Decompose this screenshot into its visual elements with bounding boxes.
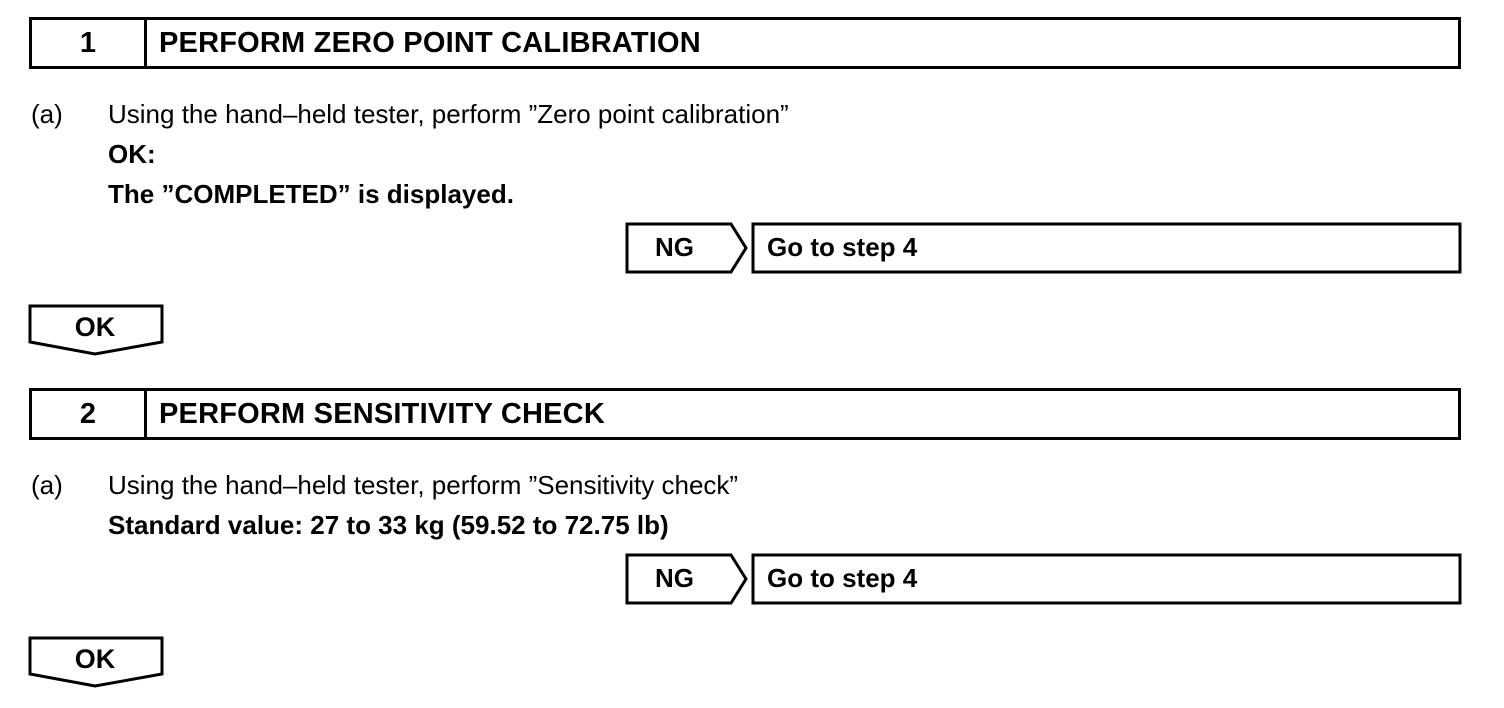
spec-label: OK: [108, 139, 156, 169]
ok-branch-marker [28, 304, 166, 356]
ng-label: NG [655, 563, 694, 593]
step-number: 1 [32, 20, 147, 66]
ng-branch-frame [625, 553, 1462, 605]
ok-label: OK [74, 312, 116, 342]
step-1-header [29, 17, 1461, 69]
ng-result-text: Go to step 4 [767, 232, 918, 262]
step-title: PERFORM SENSITIVITY CHECK [159, 397, 605, 430]
ng-branch-box [625, 222, 1462, 274]
ng-branch-box [625, 553, 1462, 605]
item-marker: (a) [31, 470, 63, 500]
ok-branch-marker [28, 636, 166, 688]
item-marker: (a) [31, 99, 63, 129]
spec-value: The ”COMPLETED” is displayed. [108, 179, 514, 209]
ng-label: NG [655, 232, 694, 262]
step-2-header [29, 388, 1461, 440]
step-number: 2 [32, 391, 147, 437]
ok-label: OK [74, 644, 116, 674]
instruction-text: Using the hand–held tester, perform ”Sensitivity check” [108, 470, 739, 500]
ng-branch-frame [625, 222, 1462, 274]
spec-value: Standard value: 27 to 33 kg (59.52 to 72.75 lb) [108, 510, 669, 540]
step-title: PERFORM ZERO POINT CALIBRATION [159, 26, 701, 59]
ng-result-text: Go to step 4 [767, 563, 918, 593]
instruction-text: Using the hand–held tester, perform ”Zero point calibration” [108, 99, 789, 129]
